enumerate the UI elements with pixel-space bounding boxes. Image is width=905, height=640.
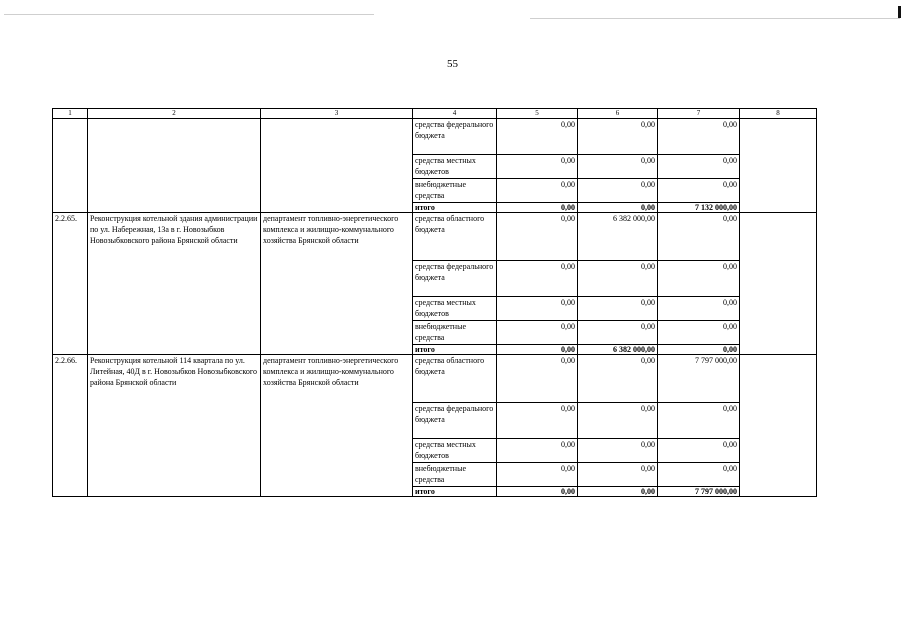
value-cell: 0,00: [578, 321, 658, 345]
value-cell: 7 797 000,00: [658, 355, 740, 403]
source-cell: средства федерального бюджета: [413, 119, 497, 155]
source-cell: итого: [413, 203, 497, 213]
item-description-cell: [88, 119, 261, 213]
value-cell: 0,00: [578, 261, 658, 297]
value-cell: 6 382 000,00: [578, 213, 658, 261]
value-cell: 0,00: [658, 179, 740, 203]
value-cell: 0,00: [497, 487, 578, 497]
column-header: 5: [497, 109, 578, 119]
value-cell: 0,00: [658, 463, 740, 487]
value-cell: 0,00: [578, 119, 658, 155]
value-cell: 0,00: [658, 403, 740, 439]
item-number-cell: [53, 119, 88, 213]
source-cell: средства местных бюджетов: [413, 297, 497, 321]
item-description-cell: Реконструкция котельной здания администрации по ул. Набережная, 13а в г. Новозыбков Новозыбковского района Брянской области: [88, 213, 261, 355]
page-number: 55: [447, 58, 458, 70]
value-cell: 0,00: [658, 119, 740, 155]
value-cell: 0,00: [658, 345, 740, 355]
source-cell: итого: [413, 345, 497, 355]
value-cell: 0,00: [658, 321, 740, 345]
column-header: 2: [88, 109, 261, 119]
source-cell: средства федерального бюджета: [413, 403, 497, 439]
source-cell: итого: [413, 487, 497, 497]
item-executor-cell: [261, 119, 413, 213]
value-cell: 0,00: [578, 203, 658, 213]
item-number-cell: 2.2.66.: [53, 355, 88, 497]
item-executor-cell: департамент топливно-энергетического комплекса и жилищно-коммунального хозяйства Брянской области: [261, 213, 413, 355]
value-cell: 0,00: [497, 261, 578, 297]
empty-cell: [740, 213, 817, 355]
value-cell: 0,00: [497, 119, 578, 155]
source-cell: средства областного бюджета: [413, 355, 497, 403]
column-header: 6: [578, 109, 658, 119]
value-cell: 0,00: [578, 355, 658, 403]
value-cell: 0,00: [578, 463, 658, 487]
item-description-cell: Реконструкция котельной 114 квартала по ул. Литейная, 40Д в г. Новозыбков Новозыбковского района Брянской области: [88, 355, 261, 497]
source-cell: средства местных бюджетов: [413, 155, 497, 179]
value-cell: 0,00: [497, 179, 578, 203]
source-cell: внебюджетные средства: [413, 321, 497, 345]
value-cell: 0,00: [578, 179, 658, 203]
value-cell: 7 797 000,00: [658, 487, 740, 497]
scan-artifact-mark: [898, 6, 901, 18]
value-cell: 0,00: [497, 463, 578, 487]
value-cell: 0,00: [658, 261, 740, 297]
scan-artifact-line: [4, 14, 374, 15]
value-cell: 0,00: [497, 321, 578, 345]
value-cell: 0,00: [658, 155, 740, 179]
source-cell: средства федерального бюджета: [413, 261, 497, 297]
value-cell: 0,00: [578, 487, 658, 497]
column-header: 1: [53, 109, 88, 119]
table-row: [53, 355, 817, 403]
value-cell: 0,00: [497, 297, 578, 321]
value-cell: 0,00: [658, 439, 740, 463]
value-cell: 0,00: [497, 155, 578, 179]
value-cell: 0,00: [497, 203, 578, 213]
source-cell: средства областного бюджета: [413, 213, 497, 261]
column-header: 8: [740, 109, 817, 119]
value-cell: 0,00: [578, 403, 658, 439]
value-cell: 0,00: [578, 155, 658, 179]
value-cell: 0,00: [497, 213, 578, 261]
source-cell: внебюджетные средства: [413, 179, 497, 203]
column-header: 4: [413, 109, 497, 119]
header-row: [53, 109, 817, 119]
value-cell: 0,00: [497, 439, 578, 463]
value-cell: 0,00: [658, 213, 740, 261]
budget-table: [52, 108, 817, 497]
column-header: 3: [261, 109, 413, 119]
value-cell: 0,00: [497, 403, 578, 439]
column-header: 7: [658, 109, 740, 119]
value-cell: 0,00: [578, 439, 658, 463]
value-cell: 0,00: [578, 297, 658, 321]
item-number-cell: 2.2.65.: [53, 213, 88, 355]
source-cell: внебюджетные средства: [413, 463, 497, 487]
value-cell: 6 382 000,00: [578, 345, 658, 355]
table-row: [53, 119, 817, 155]
item-executor-cell: департамент топливно-энергетического комплекса и жилищно-коммунального хозяйства Брянской области: [261, 355, 413, 497]
table-row: [53, 213, 817, 261]
source-cell: средства местных бюджетов: [413, 439, 497, 463]
scan-artifact-line: [530, 18, 900, 19]
value-cell: 7 132 000,00: [658, 203, 740, 213]
value-cell: 0,00: [497, 345, 578, 355]
empty-cell: [740, 119, 817, 213]
empty-cell: [740, 355, 817, 497]
value-cell: 0,00: [658, 297, 740, 321]
value-cell: 0,00: [497, 355, 578, 403]
